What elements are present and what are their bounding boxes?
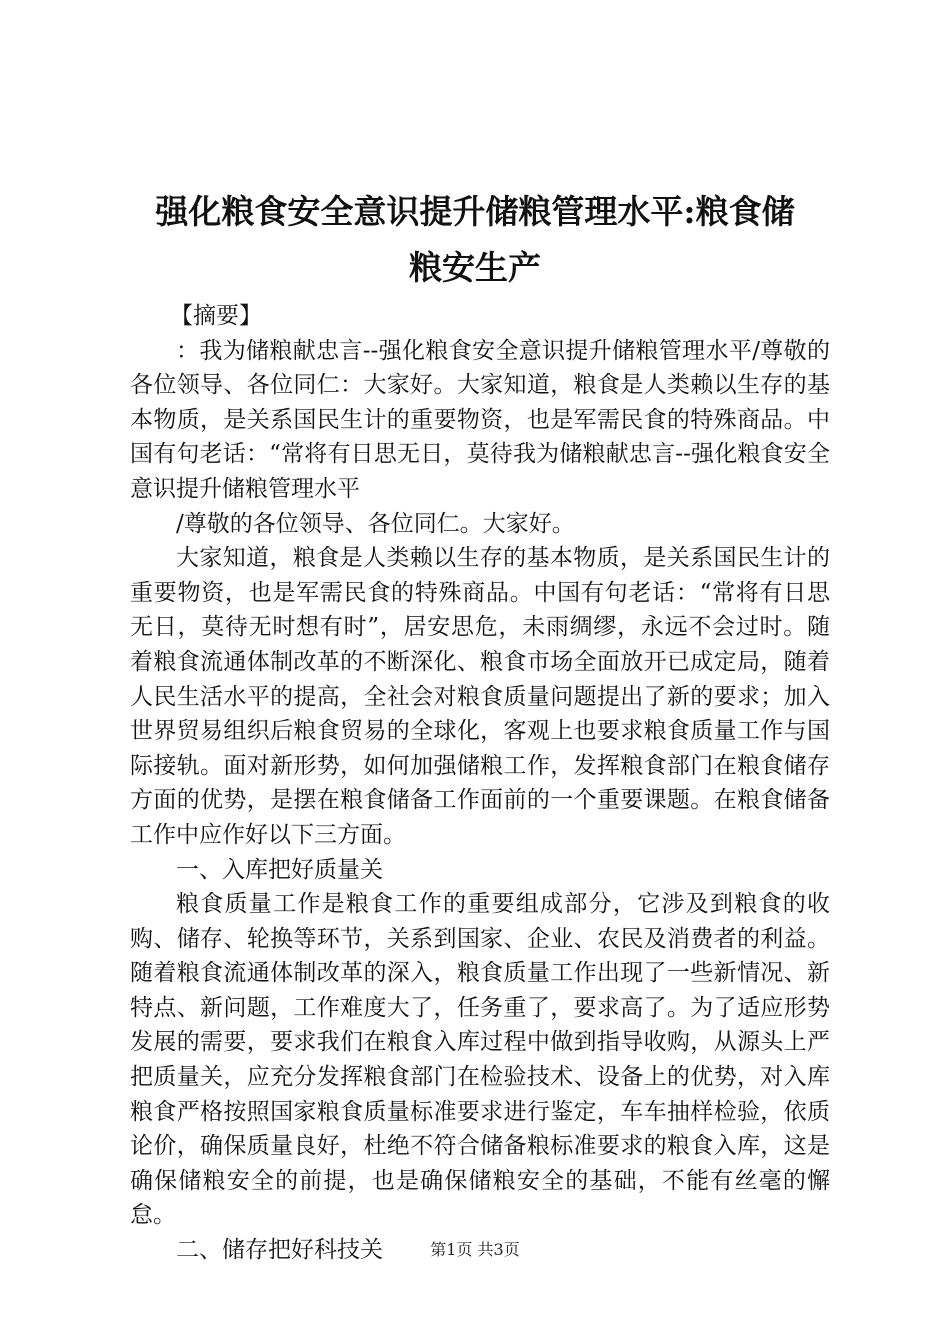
section-heading-1: 一、入库把好质量关 [176,856,383,883]
section-heading-2: 二、储存把好科技关 [176,1237,383,1264]
abstract-paragraph: ：我为储粮献忠言--强化粮食安全意识提升储粮管理水平/尊敬的各位领导、各位同仁：大家好。大家知道，粮食是人类赖以生存的基本物质，是关系国民生计的重要物资，也是军需民食的特殊商品。中国有句老话：“常将有日思无日，莫待我为储粮献忠言--强化粮食安全意识提升储粮管理水平 [130,337,830,502]
document-title-line-1: 强化粮食安全意识提升储粮管理水平:粮食储 [155,192,795,231]
document-title-line-2: 粮安生产 [409,248,541,287]
document-body [130,299,830,1268]
page-footer: 第1页 共3页 [430,1240,520,1259]
intro-paragraph: 大家知道，粮食是人类赖以生存的基本物质，是关系国民生计的重要物资，也是军需民食的特殊商品。中国有句老话：“常将有日思无日，莫待无时想有时”，居安思危，未雨绸缪，永远不会过时。随着粮食流通体制改革的不断深化、粮食市场全面放开已成定局，随着人民生活水平的提高，全社会对粮食质量问题提出了新的要求；加入世界贸易组织后粮食贸易的全球化，客观上也要求粮食质量工作与国际接轨。面对新形势，如何加强储粮工作，发挥粮食部门在粮食储存方面的优势，是摆在粮食储备工作面前的一个重要课题。在粮食储备工作中应作好以下三方面。 [130,545,830,848]
greeting-paragraph: /尊敬的各位领导、各位同仁。大家好。 [176,510,575,537]
section-1-paragraph: 粮食质量工作是粮食工作的重要组成部分，它涉及到粮食的收购、储存、轮换等环节，关系到国家、企业、农民及消费者的利益。随着粮食流通体制改革的深入，粮食质量工作出现了一些新情况、新特点、新问题，工作难度大了，任务重了，要求高了。为了适应形势发展的需要，要求我们在粮食入库过程中做到指导收购，从源头上严把质量关，应充分发挥粮食部门在检验技术、设备上的优势，对入库粮食严格按照国家粮食质量标准要求进行鉴定，车车抽样检验，依质论价，确保质量良好，杜绝不符合储备粮标准要求的粮食入库，这是确保储粮安全的前提，也是确保储粮安全的基础，不能有丝毫的懈怠。 [130,891,830,1229]
abstract-label: 【摘要】 [170,303,262,329]
